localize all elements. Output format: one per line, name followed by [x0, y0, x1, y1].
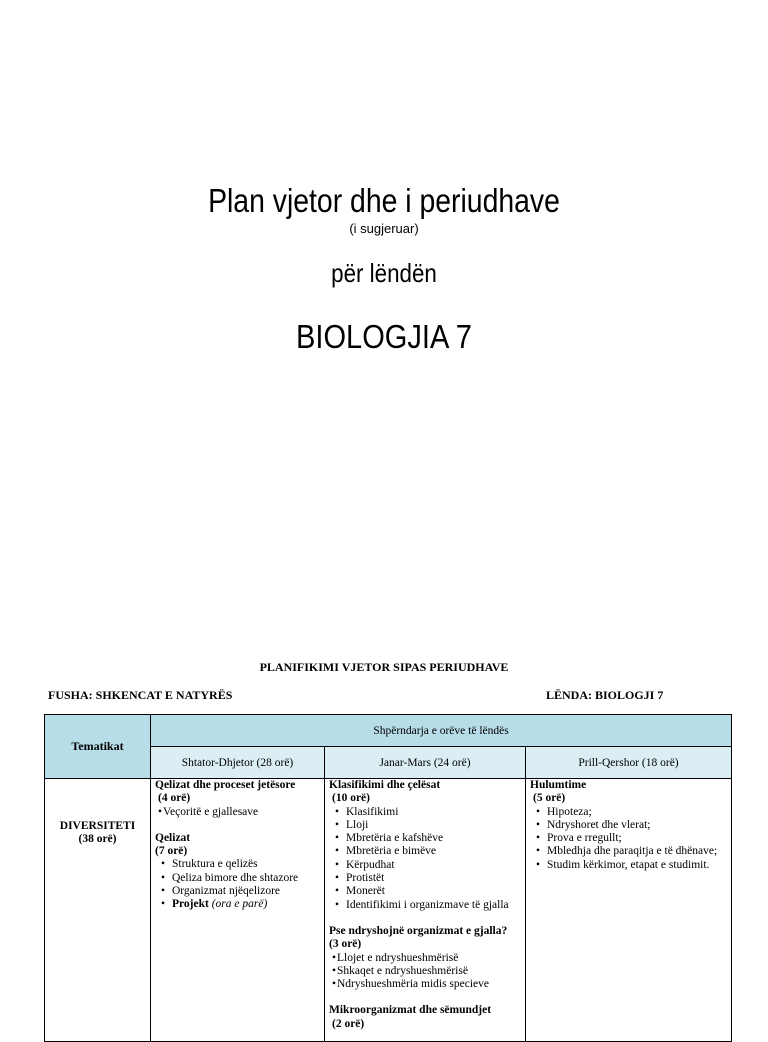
list-item: • Lloji [329, 819, 522, 832]
unit-title: Qelizat [155, 831, 191, 844]
list-item: • Prova e rregullt; [530, 832, 728, 845]
theme-name: DIVERSITETI [59, 820, 136, 832]
list-item: • Protistët [329, 872, 522, 885]
annual-plan-table [44, 714, 732, 1042]
for-subject-label: për lëndën [331, 258, 437, 288]
list-item: • Klasifikimi [329, 806, 522, 819]
list-item: • Identifikimi i organizmave të gjalla [329, 899, 522, 912]
list-item: • Shkaqet e ndryshueshmërisë [329, 965, 522, 978]
list-item: • Qeliza bimore dhe shtazore [155, 872, 321, 885]
period-header-2: Janar-Mars (24 orë) [325, 747, 526, 779]
unit-title: Pse ndryshojnë organizmat e gjalla? [329, 924, 508, 937]
project-note: (ora e parë) [211, 898, 268, 911]
field-label: FUSHA: SHKENCAT E NATYRËS [48, 688, 233, 702]
period-header-3: Prill-Qershor (18 orë) [526, 747, 732, 779]
unit-hours: (2 orë) [332, 1017, 365, 1030]
list-item: • Studim kërkimor, etapat e studimit. [530, 859, 728, 872]
list-item: • Ndryshoret dhe vlerat; [530, 819, 728, 832]
unit-hours: (7 orë) [155, 845, 188, 858]
unit-title: Klasifikimi dhe çelësat [329, 779, 441, 791]
period-2-content [325, 779, 526, 1042]
unit-title: Hulumtime [530, 779, 587, 791]
subject-title: BIOLOGJIA 7 [296, 318, 472, 355]
list-item: • Organizmat njëqelizore [155, 885, 321, 898]
unit-hours: (3 orë) [329, 938, 362, 951]
list-item: • Veçoritë e gjallesave [155, 806, 321, 819]
list-item: • Kërpudhat [329, 859, 522, 872]
unit-title: Qelizat dhe proceset jetësore [155, 779, 296, 791]
list-item: • Mbretëria e bimëve [329, 845, 522, 858]
list-item: • Ndryshueshmëria midis specieve [329, 978, 522, 991]
period-1-content [151, 779, 325, 1042]
unit-title: Mikroorganizmat dhe sëmundjet [329, 1004, 492, 1017]
list-item: • Struktura e qelizës [155, 858, 321, 871]
unit-hours: (10 orë) [332, 792, 370, 805]
list-item: • Mbledhja dhe paraqitja e të dhënave; [530, 845, 728, 858]
list-item: • Mbretëria e kafshëve [329, 832, 522, 845]
plan-heading: PLANIFIKIMI VJETOR SIPAS PERIUDHAVE [259, 660, 509, 674]
subject-label: LËNDA: BIOLOGJI 7 [546, 688, 664, 702]
period-header-1: Shtator-Dhjetor (28 orë) [151, 747, 325, 779]
document-subtitle: (i sugjeruar) [349, 221, 419, 236]
list-item: • Llojet e ndryshueshmërisë [329, 952, 522, 965]
document-title: Plan vjetor dhe i periudhave [208, 182, 560, 219]
column-header-distribution: Shpërndarja e orëve të lëndës [151, 715, 732, 747]
unit-hours: (5 orë) [533, 792, 566, 805]
period-3-content [526, 779, 732, 1042]
column-header-themes: Tematikat [45, 715, 151, 779]
list-item-project [155, 898, 321, 911]
unit-hours: (4 orë) [158, 792, 191, 805]
list-item: • Hipoteza; [530, 806, 728, 819]
list-item: • Monerët [329, 885, 522, 898]
project-label: Projekt [172, 898, 209, 911]
theme-hours: (38 orë) [78, 833, 117, 845]
theme-cell [45, 779, 151, 1042]
